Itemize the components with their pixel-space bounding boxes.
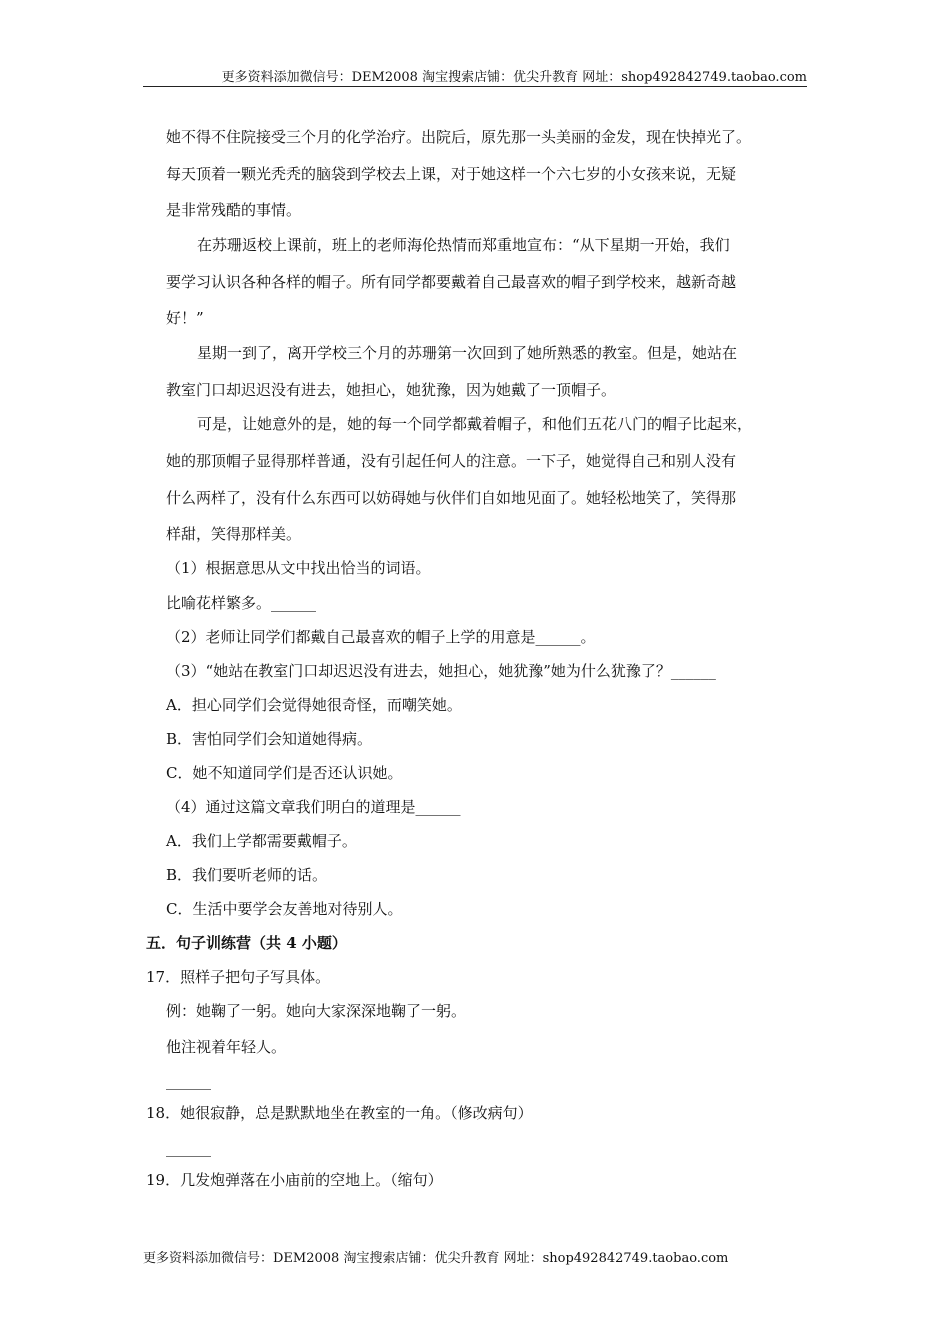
- passage-line: 好！”: [166, 309, 204, 327]
- question-17-example: 例：她鞠了一躬。她向大家深深地鞠了一躬。: [166, 1002, 467, 1020]
- section-title: 五．句子训练营（共 4 小题）: [146, 934, 347, 952]
- option-a: A．担心同学们会觉得她很奇怪，而嘲笑她。: [166, 696, 462, 714]
- passage-line: 她的那顶帽子显得那样普通，没有引起任何人的注意。一下子，她觉得自己和别人没有: [166, 452, 737, 470]
- option-b: B．害怕同学们会知道她得病。: [166, 730, 373, 748]
- passage-line: 每天顶着一颗光秃秃的脑袋到学校去上课，对于她这样一个六七岁的小女孩来说，无疑: [166, 165, 737, 183]
- option-c: C．生活中要学会友善地对待别人。: [166, 900, 403, 918]
- answer-blank: ______: [166, 1072, 211, 1090]
- option-b: B．我们要听老师的话。: [166, 866, 328, 884]
- passage-line: 教室门口却迟迟没有进去，她担心，她犹豫，因为她戴了一顶帽子。: [166, 381, 617, 399]
- question-3: （3）“她站在教室门口却迟迟没有进去，她担心，她犹豫”她为什么犹豫了？______: [166, 662, 716, 680]
- passage-line: 要学习认识各种各样的帽子。所有同学都要戴着自己最喜欢的帽子到学校来，越新奇越: [166, 273, 737, 291]
- question-2: （2）老师让同学们都戴自己最喜欢的帽子上学的用意是______。: [166, 628, 596, 646]
- answer-blank: ______: [166, 1139, 211, 1157]
- passage-line: 是非常残酷的事情。: [166, 201, 302, 219]
- passage-line: 星期一到了，离开学校三个月的苏珊第一次回到了她所熟悉的教室。但是，她站在: [197, 344, 738, 362]
- passage-line: 她不得不住院接受三个月的化学治疗。出院后，原先那一头美丽的金发，现在快掉光了。: [166, 128, 752, 146]
- question-4: （4）通过这篇文章我们明白的道理是______: [166, 798, 461, 816]
- question-17-sentence: 他注视着年轻人。: [166, 1038, 287, 1056]
- option-a: A．我们上学都需要戴帽子。: [166, 832, 357, 850]
- question-1-sub: 比喻花样繁多。______: [166, 594, 317, 612]
- passage-line: 什么两样了，没有什么东西可以妨碍她与伙伴们自如地见面了。她轻松地笑了，笑得那: [166, 489, 737, 507]
- question-17: 17．照样子把句子写具体。: [146, 968, 331, 986]
- passage-line: 样甜，笑得那样美。: [166, 525, 302, 543]
- option-c: C．她不知道同学们是否还认识她。: [166, 764, 403, 782]
- passage-line: 可是，让她意外的是，她的每一个同学都戴着帽子，和他们五花八门的帽子比起来，: [197, 415, 753, 433]
- question-19: 19．几发炮弹落在小庙前的空地上。（缩句）: [146, 1171, 443, 1189]
- page-footer: 更多资料添加微信号：DEM2008 淘宝搜索店铺：优尖升教育 网址：shop492842749.taobao.com: [143, 1251, 729, 1266]
- page-header: 更多资料添加微信号：DEM2008 淘宝搜索店铺：优尖升教育 网址：shop492842749.taobao.com: [143, 66, 807, 87]
- question-18: 18．她很寂静，总是默默地坐在教室的一角。（修改病句）: [146, 1104, 533, 1122]
- question-1: （1）根据意思从文中找出恰当的词语。: [166, 559, 431, 577]
- passage-line: 在苏珊返校上课前，班上的老师海伦热情而郑重地宣布：“从下星期一开始，我们: [197, 236, 730, 254]
